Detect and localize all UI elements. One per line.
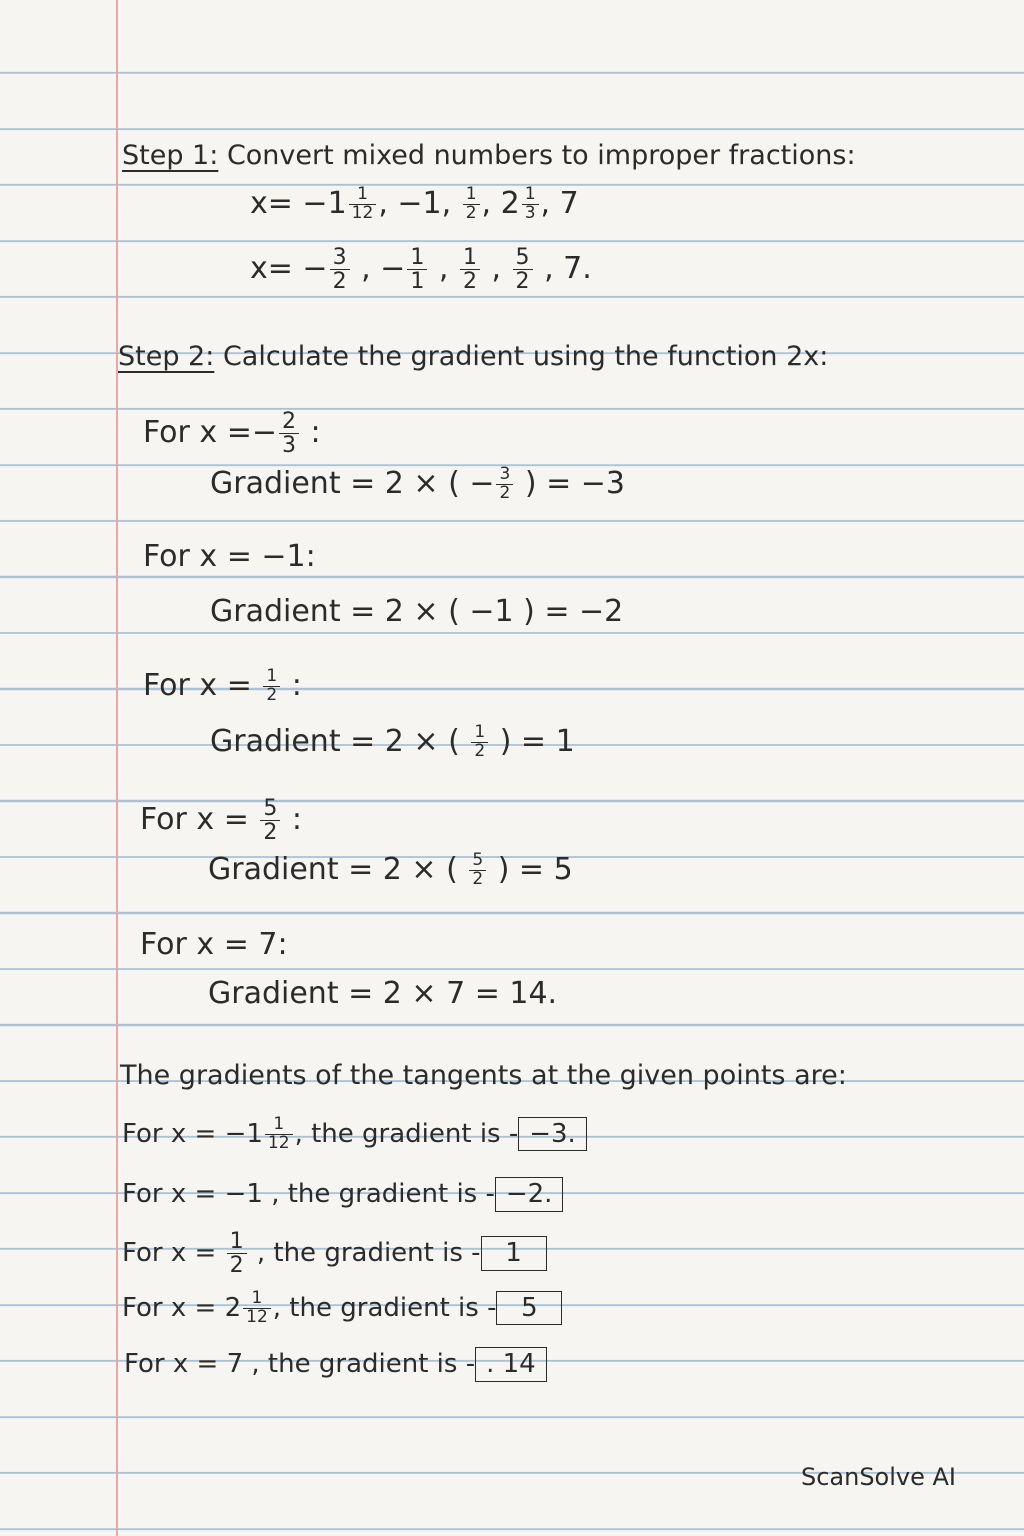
text: For x = −1: [122, 1179, 272, 1209]
numerator: 5: [513, 246, 533, 270]
fraction: [260, 797, 280, 844]
denominator: 2: [266, 684, 278, 705]
answer-box: . 14: [475, 1347, 547, 1382]
answer-box: −2.: [495, 1177, 564, 1212]
step1-label: Step 1:: [122, 140, 219, 171]
text: :: [300, 415, 321, 451]
text: ,: [481, 185, 501, 221]
text: For x =: [122, 1238, 225, 1269]
fraction: [227, 1230, 247, 1277]
denominator: 2: [472, 868, 484, 889]
margin-line: [116, 0, 118, 1536]
denominator: 2: [462, 269, 477, 295]
text: , −: [351, 251, 406, 287]
summary-row-5: [124, 1347, 547, 1382]
fraction: [469, 852, 486, 889]
numerator: 1: [263, 668, 280, 687]
text: , −1,: [378, 185, 461, 221]
case-2-for: For x = −1:: [143, 539, 316, 574]
denominator: 12: [246, 1306, 268, 1327]
case-1-gradient: [210, 466, 625, 503]
fraction: [279, 410, 299, 457]
text: , the gradient is -: [248, 1238, 481, 1269]
denominator: 2: [332, 269, 347, 295]
step1-heading: [122, 142, 856, 169]
numerator: 3: [330, 246, 350, 270]
denominator: 2: [465, 202, 477, 223]
numerator: 1: [265, 1116, 293, 1135]
fraction: [407, 246, 427, 293]
case-3-gradient: [210, 724, 575, 761]
numerator: 1: [407, 246, 427, 270]
answer-box: −3.: [518, 1117, 587, 1152]
numerator: 1: [463, 186, 480, 205]
step1-line2: [250, 246, 592, 293]
denominator: 3: [281, 433, 296, 459]
denominator: 2: [229, 1253, 244, 1279]
numerator: 1: [471, 724, 488, 743]
watermark: ScanSolve AI: [800, 1463, 956, 1491]
text: Gradient = 2 × (: [210, 723, 470, 759]
text: :: [282, 802, 303, 838]
numerator: 1: [460, 246, 480, 270]
fraction: [349, 186, 377, 223]
fraction: [243, 1290, 271, 1327]
text: For x = −1: [122, 1118, 263, 1149]
text: :: [282, 667, 302, 703]
denominator: 2: [515, 269, 530, 295]
step1-line1: [250, 186, 579, 223]
numerator: 5: [469, 852, 486, 871]
text: , the gradient is -: [294, 1118, 519, 1149]
denominator: 2: [474, 740, 486, 761]
text: For x = 2: [122, 1292, 242, 1323]
fraction: [265, 1116, 293, 1153]
answer-box: 5: [496, 1291, 562, 1326]
text: , the gradient is -: [272, 1292, 497, 1323]
text: , 7.: [534, 251, 592, 287]
step1-title: Convert mixed numbers to improper fractions:: [226, 140, 856, 171]
numerator: 1: [227, 1230, 247, 1254]
text: , the gradient is -: [271, 1179, 495, 1209]
denominator: 12: [267, 1132, 290, 1153]
numerator: 3: [496, 466, 513, 485]
text: , 7: [540, 185, 579, 221]
text: 1: [327, 185, 347, 221]
case-5-gradient: Gradient = 2 × 7 = 14.: [208, 976, 558, 1011]
case-2-gradient: Gradient = 2 × ( −1 ) = −2: [210, 594, 624, 629]
step2-heading: [118, 343, 828, 370]
text: x= −: [250, 185, 328, 221]
text: 2: [500, 185, 520, 221]
fraction: [471, 724, 488, 761]
fraction: [463, 186, 480, 223]
denominator: 12: [351, 202, 374, 223]
text: For x =: [143, 667, 262, 703]
text: For x = 7: [124, 1349, 252, 1379]
text: Gradient = 2 × ( −: [210, 465, 495, 501]
text: Gradient = 2 × (: [208, 851, 468, 887]
denominator: 2: [263, 820, 278, 846]
denominator: 1: [410, 269, 425, 295]
case-4-gradient: [208, 852, 573, 889]
summary-row-3: [122, 1230, 547, 1277]
answer-box: 1: [481, 1236, 547, 1271]
numerator: 1: [243, 1290, 271, 1309]
step2-label: Step 2:: [118, 341, 215, 372]
fraction: [263, 668, 280, 705]
text: For x =: [140, 802, 259, 838]
fraction: [496, 466, 513, 503]
summary-row-2: [122, 1177, 563, 1212]
text: x= −: [250, 251, 328, 287]
case-5-for: For x = 7:: [140, 927, 288, 962]
denominator: 2: [499, 482, 511, 503]
case-1-for: [143, 410, 321, 457]
fraction: [522, 186, 539, 223]
summary-intro: The gradients of the tangents at the given points are:: [120, 1060, 847, 1091]
fraction: [513, 246, 533, 293]
fraction: [460, 246, 480, 293]
text: ) = 1: [490, 723, 575, 759]
numerator: 1: [522, 186, 539, 205]
fraction: [330, 246, 350, 293]
denominator: 3: [524, 202, 536, 223]
summary-row-4: [122, 1290, 562, 1327]
numerator: 5: [260, 797, 280, 821]
case-4-for: [140, 797, 302, 844]
text: ,: [429, 251, 458, 287]
text: ,: [481, 251, 511, 287]
text: For x =−: [143, 415, 277, 451]
numerator: 2: [279, 410, 299, 434]
numerator: 1: [349, 186, 377, 205]
text: , the gradient is -: [251, 1349, 476, 1379]
text: ) = 5: [488, 851, 573, 887]
text: ) = −3: [515, 465, 625, 501]
summary-row-1: [122, 1116, 587, 1153]
step2-title: Calculate the gradient using the function 2x:: [222, 341, 829, 372]
case-3-for: [143, 668, 302, 705]
